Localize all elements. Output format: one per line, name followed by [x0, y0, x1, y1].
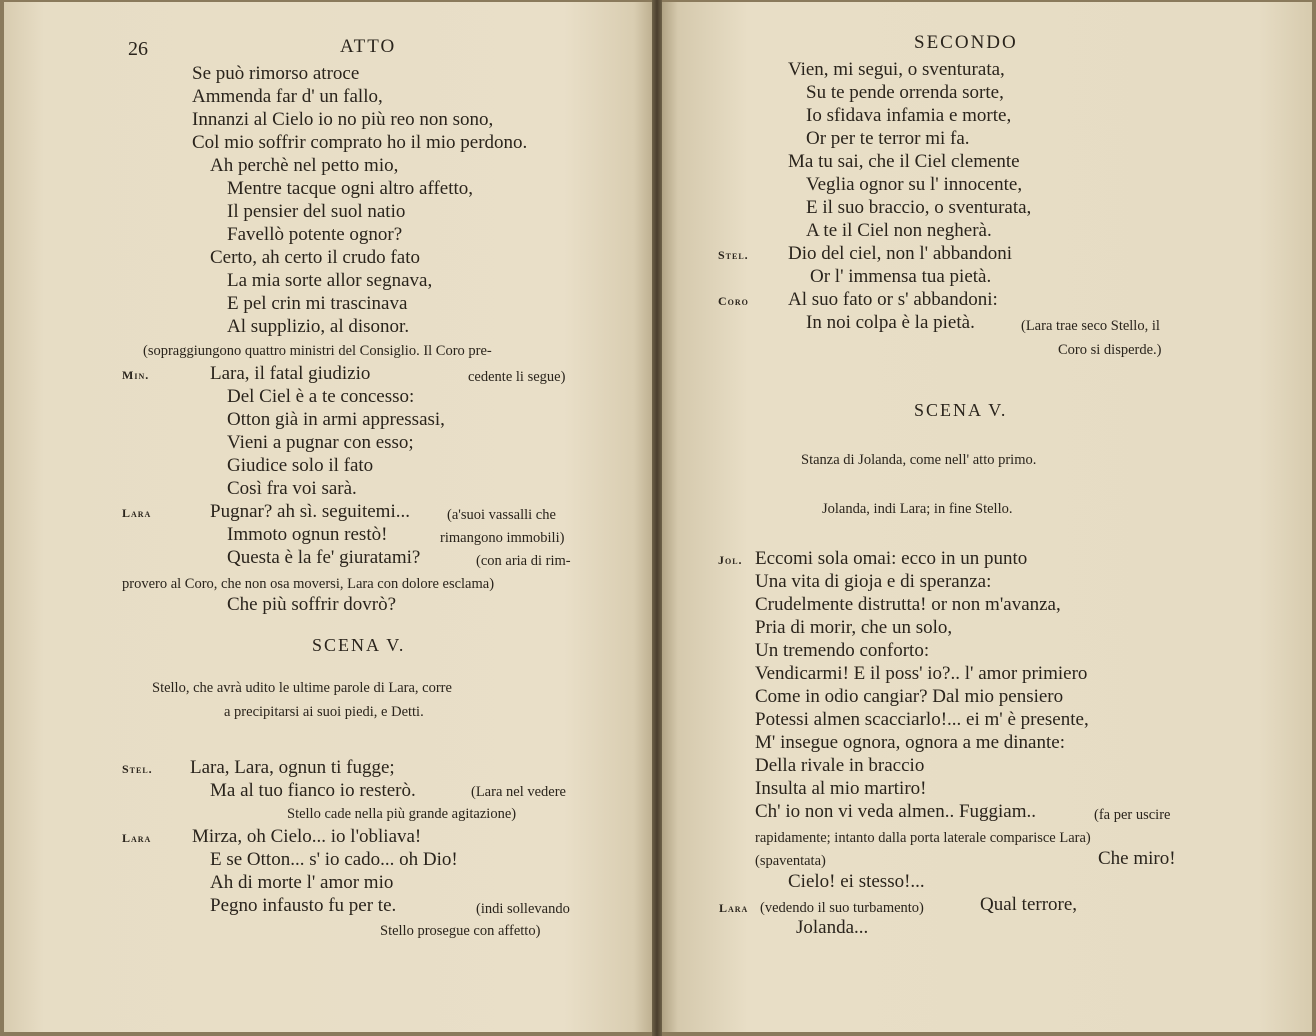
verse-line: Certo, ah certo il crudo fato — [210, 247, 420, 268]
verse-line: In noi colpa è la pietà. — [806, 312, 975, 333]
verse-line: Il pensier del suol natio — [227, 201, 406, 222]
stage-direction: rimangono immobili) — [440, 530, 565, 546]
verse-line: Crudelmente distrutta! or non m'avanza, — [755, 594, 1061, 615]
speaker-label: Stel. — [122, 762, 153, 776]
speaker-label: Coro — [718, 294, 749, 308]
verse-line: Della rivale in braccio — [755, 755, 925, 776]
verse-line: Ammenda far d' un fallo, — [192, 86, 383, 107]
verse-line: Mirza, oh Cielo... io l'obliava! — [192, 826, 422, 847]
verse-line: M' insegue ognora, ognora a me dinante: — [755, 732, 1065, 753]
verse-line: Dio del ciel, non l' abbandoni — [788, 243, 1012, 264]
verse-line: Pugnar? ah sì. seguitemi... — [210, 501, 410, 522]
verse-line: Ch' io non vi veda almen.. Fuggiam.. — [755, 801, 1037, 822]
verse-line: Vien, mi segui, o sventurata, — [788, 59, 1005, 80]
verse-line: Una vita di gioja e di speranza: — [755, 571, 992, 592]
verse-line: Or per te terror mi fa. — [806, 128, 970, 149]
verse-line: Ah di morte l' amor mio — [210, 872, 394, 893]
stage-direction: (con aria di rim- — [476, 553, 571, 569]
stage-direction: (sopraggiungono quattro ministri del Consiglio. Il Coro pre- — [143, 343, 492, 359]
scene-heading: SCENA V. — [312, 635, 406, 655]
verse-line: E il suo braccio, o sventurata, — [806, 197, 1032, 218]
verse-line: Se può rimorso atroce — [192, 63, 360, 84]
stage-direction: (Lara nel vedere — [471, 784, 566, 800]
scene-description: Stello, che avrà udito le ultime parole di Lara, corre — [152, 680, 452, 696]
verse-line: Favellò potente ognor? — [227, 224, 403, 245]
stage-direction: Stello cade nella più grande agitazione) — [287, 806, 517, 822]
verse-line: Potessi almen scacciarlo!... ei m' è presente, — [755, 709, 1089, 730]
verse-line: Vieni a pugnar con esso; — [227, 432, 414, 453]
verse-line: Cielo! ei stesso!... — [788, 871, 925, 892]
speaker-label: Lara — [122, 831, 152, 845]
speaker-label: Min. — [122, 368, 150, 382]
verse-line: Ma al tuo fianco io resterò. — [210, 780, 416, 801]
page-number: 26 — [128, 38, 148, 60]
speaker-label: Jol. — [718, 553, 743, 567]
verse-line: Col mio soffrir comprato ho il mio perdono. — [192, 132, 528, 153]
verse-line: Lara, il fatal giudizio — [210, 363, 371, 384]
verse-line: Otton già in armi appressasi, — [227, 409, 445, 430]
verse-line: Un tremendo conforto: — [755, 640, 930, 661]
book-gutter — [652, 0, 662, 1036]
verse-line: Pria di morir, che un solo, — [755, 617, 953, 638]
verse-line: Che miro! — [1098, 848, 1176, 869]
stage-direction: Coro si disperde.) — [1058, 342, 1162, 358]
speaker-label: Stel. — [718, 248, 749, 262]
verse-line: Veglia ognor su l' innocente, — [806, 174, 1023, 195]
speaker-label: Lara — [719, 901, 749, 915]
stage-direction: cedente li segue) — [468, 369, 566, 385]
scene-heading: SCENA V. — [914, 400, 1008, 420]
stage-direction: (indi sollevando — [476, 901, 570, 917]
verse-line: Jolanda... — [796, 917, 869, 938]
verse-line: Mentre tacque ogni altro affetto, — [227, 178, 474, 199]
verse-line: Giudice solo il fato — [227, 455, 374, 476]
stage-direction: (vedendo il suo turbamento) — [760, 900, 924, 916]
verse-line: Innanzi al Cielo io no più reo non sono, — [192, 109, 494, 130]
scene-description: a precipitarsi ai suoi piedi, e Detti. — [224, 704, 424, 720]
verse-line: Questa è la fe' giuratami? — [227, 547, 421, 568]
stage-direction: (fa per uscire — [1094, 807, 1171, 823]
scene-description: Stanza di Jolanda, come nell' atto primo. — [801, 452, 1037, 468]
verse-line: Su te pende orrenda sorte, — [806, 82, 1004, 103]
verse-line: Qual terrore, — [980, 894, 1078, 915]
verse-line: E se Otton... s' io cado... oh Dio! — [210, 849, 458, 870]
verse-line: Ah perchè nel petto mio, — [210, 155, 399, 176]
verse-line: Or l' immensa tua pietà. — [810, 266, 992, 287]
verse-line: Pegno infausto fu per te. — [210, 895, 397, 916]
stage-direction: (spaventata) — [755, 853, 826, 869]
speaker-label: Lara — [122, 506, 152, 520]
verse-line: Ma tu sai, che il Ciel clemente — [788, 151, 1020, 172]
verse-line: Che più soffrir dovrò? — [227, 594, 397, 615]
running-head-left: ATTO — [340, 36, 397, 57]
verse-line: Del Ciel è a te concesso: — [227, 386, 415, 407]
verse-line: Vendicarmi! E il poss' io?.. l' amor primiero — [755, 663, 1088, 684]
verse-line: Come in odio cangiar? Dal mio pensiero — [755, 686, 1064, 707]
verse-line: Così fra voi sarà. — [227, 478, 357, 499]
verse-line: Immoto ognun restò! — [227, 524, 388, 545]
stage-direction: provero al Coro, che non osa moversi, Lara con dolore esclama) — [122, 576, 495, 592]
running-head-right: SECONDO — [914, 32, 1018, 53]
stage-direction: Stello prosegue con affetto) — [380, 923, 541, 939]
stage-direction: (a'suoi vassalli che — [447, 507, 556, 523]
verse-line: La mia sorte allor segnava, — [227, 270, 433, 291]
stage-direction: rapidamente; intanto dalla porta laterale comparisce Lara) — [755, 830, 1091, 846]
verse-line: Al suo fato or s' abbandoni: — [788, 289, 998, 310]
verse-line: Eccomi sola omai: ecco in un punto — [755, 548, 1028, 569]
verse-line: Lara, Lara, ognun ti fugge; — [190, 757, 395, 778]
verse-line: Io sfidava infamia e morte, — [806, 105, 1012, 126]
verse-line: Al supplizio, al disonor. — [227, 316, 410, 337]
stage-direction: (Lara trae seco Stello, il — [1021, 318, 1160, 334]
verse-line: Insulta al mio martiro! — [755, 778, 927, 799]
scene-description: Jolanda, indi Lara; in fine Stello. — [822, 501, 1013, 517]
verse-line: A te il Ciel non negherà. — [806, 220, 992, 241]
verse-line: E pel crin mi trascinava — [227, 293, 408, 314]
